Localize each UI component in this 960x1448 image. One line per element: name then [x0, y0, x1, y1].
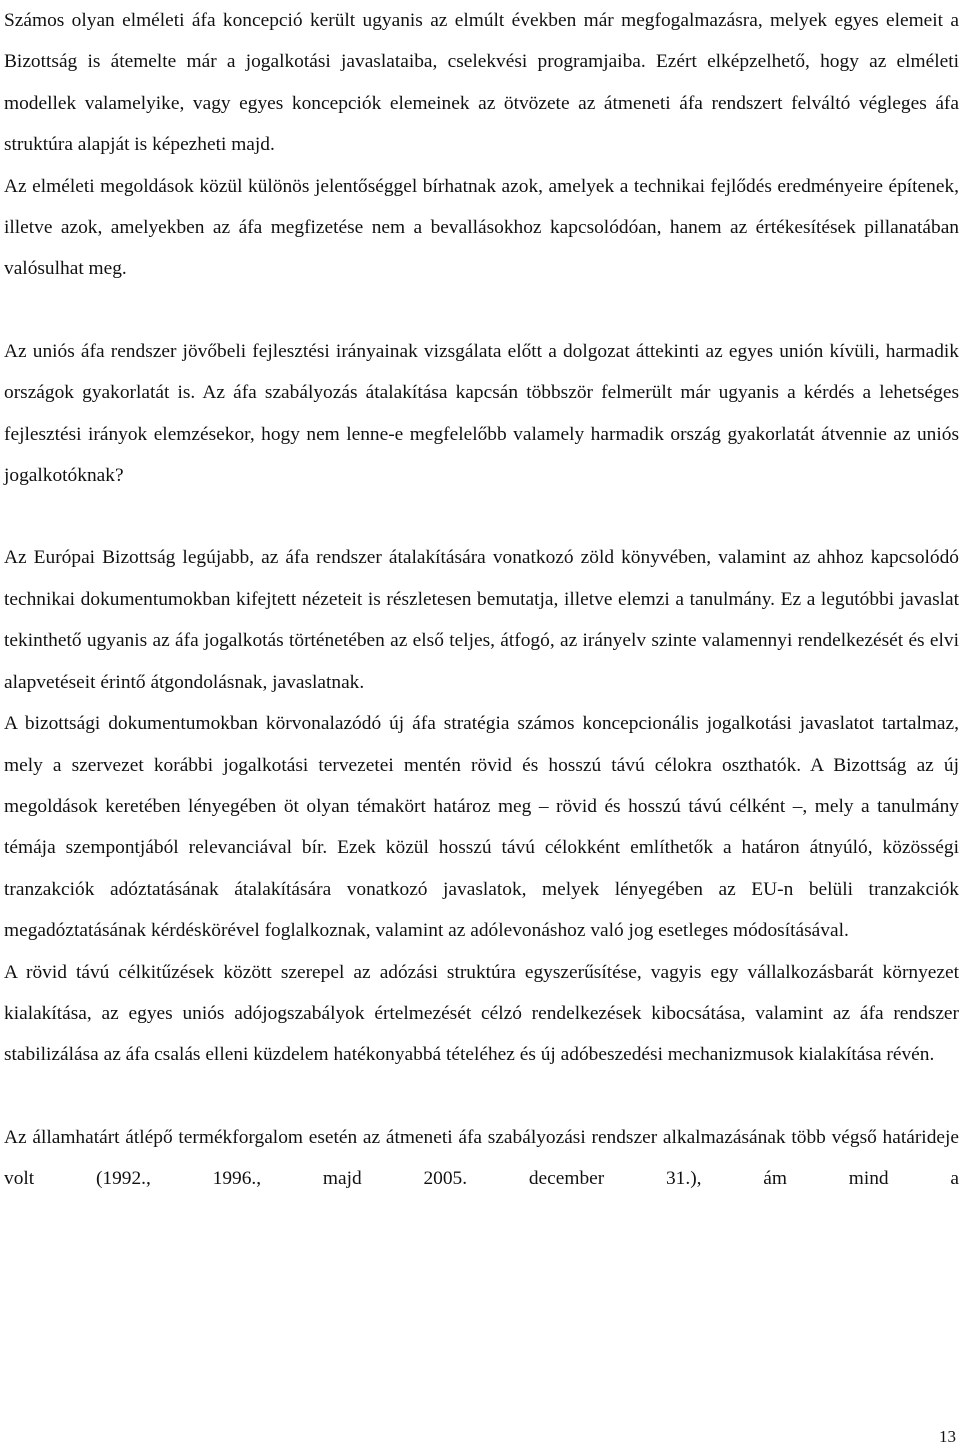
paragraph-2: Az elméleti megoldások közül különös jelentőséggel bírhatnak azok, amelyek a technikai fejlődés eredményeire építenek, illetve azok, amelyekben az áfa megfizetése nem a bevallásokhoz kapcsolódóan, hanem az értékesítések pillanatában valósulhat meg. — [4, 175, 959, 280]
paragraph-spacer — [4, 290, 959, 331]
paragraph-1: Számos olyan elméleti áfa koncepció került ugyanis az elmúlt években már megfogalmazásra, melyek egyes elemeit a Bizottság is átemelte már a jogalkotási javaslataiba, cselekvési programjaiba. Ezért elképzelhető, hogy az elméleti modellek valamelyike, vagy egyes koncepciók elemeinek az ötvözete az átmeneti áfa rendszert felváltó végleges áfa struktúra alapját is képezheti majd. — [4, 10, 959, 156]
paragraph-5: A bizottsági dokumentumokban körvonalazódó új áfa stratégia számos koncepcionális jogalkotási javaslatot tartalmaz, mely a szervezet korábbi jogalkotási tervezetei mentén rövid és hosszú távú célokra oszthatók. A Bizottság az új megoldások keretében lényegében öt olyan témakört határoz meg – rövid és hosszú távú célként –, mely a tanulmány témája szempontjából relevanciával bír. Ezek közül hosszú távú célokként említhetők a határon átnyúló, közösségi tranzakciók adóztatásának átalakítására vonatkozó javaslatok, melyek lényegében az EU-n belüli tranzakciók megadóztatásának kérdéskörével foglalkoznak, valamint az adólevonáshoz való jog esetleges módosításával. — [4, 713, 959, 942]
page-number: 13 — [939, 1427, 956, 1446]
paragraph-7: Az államhatárt átlépő termékforgalom esetén az átmeneti áfa szabályozási rendszer alkalmazásának több végső határideje volt (1992., 1996., majd 2005. december 31.), ám mind a — [4, 1126, 959, 1190]
paragraph-spacer — [4, 1076, 959, 1117]
paragraph-3: Az uniós áfa rendszer jövőbeli fejlesztési irányainak vizsgálata előtt a dolgozat áttekinti az egyes unión kívüli, harmadik országok gyakorlatát is. Az áfa szabályozás átalakítása kapcsán többször felmerült már ugyanis a kérdés a lehetséges fejlesztési irányok elemzésekor, hogy nem lenne-e megfelelőbb valamely harmadik ország gyakorlatát átvennie az uniós jogalkotóknak? — [4, 340, 959, 487]
paragraph-6: A rövid távú célkitűzések között szerepel az adózási struktúra egyszerűsítése, vagyis egy vállalkozásbarát környezet kialakítása, az egyes uniós adójogszabályok értelmezését célzó rendelkezések kibocsátása, valamint az áfa rendszer stabilizálása az áfa csalás elleni küzdelem hatékonyabbá tételéhez és új adóbeszedési mechanizmusok kialakítása révén. — [4, 961, 959, 1066]
document-body — [4, 0, 959, 1200]
paragraph-4: Az Európai Bizottság legújabb, az áfa rendszer átalakítására vonatkozó zöld könyvében, valamint az ahhoz kapcsolódó technikai dokumentumokban kifejtett nézeteit is részletesen bemutatja, illetve elemzi a tanulmány. Ez a legutóbbi javaslat tekinthető ugyanis az áfa jogalkotás történetében az első teljes, átfogó, az irányelv szinte valamennyi rendelkezését és elvi alapvetéseit érintő átgondolásnak, javaslatnak. — [4, 547, 959, 693]
paragraph-spacer — [4, 496, 959, 537]
